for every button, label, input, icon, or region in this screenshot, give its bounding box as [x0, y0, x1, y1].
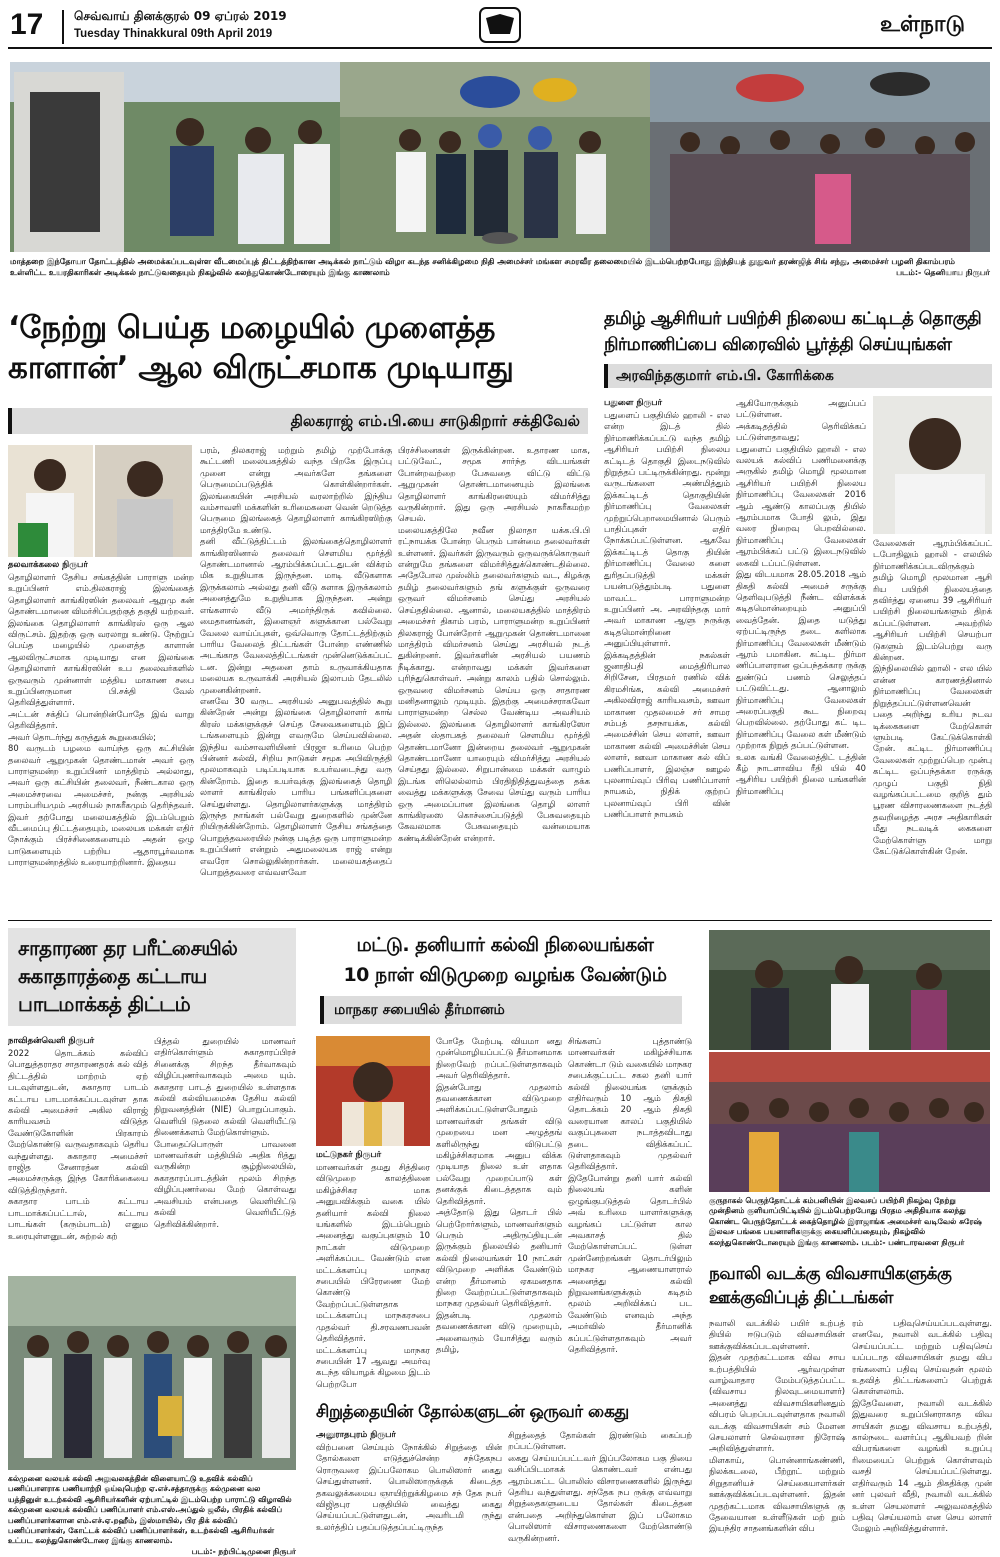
- story6-col1: நவாலி வடக்கில் பயிர் உற்பத் தியில் ஈடுபடும் விவசாயிகள் ஊக்குவிக்கப்படவுள்ளனர். இதன் முதற்கட்டமாக விவ சாய உற்பத்தியில் ஆர்வமுள்ள வாழ்வாதார மேம்படுத்தப்பட்ட (விவசாய நிலவுடமையாளர்) அனைத்து விவசாயிகளினதும் விபரம் பெறப்படவுள்ளதாக நவாலி வடக்கு விவசாயிகள் சம் மேளன செயலாளர் செல்வராசா நிரோஷ் அறிவித்துள்ளார். மிளகாய், பொன்னாங்கண்ணி, நிலக்கடலை, பீற்றூட் மற்றும் சிறுதானியச் செய்கையாளர்கள் ஊக்குவிக்கப்படவுள்ளனர். இதன் முதற்கட்டமாக விவசாயிகளுக் கு தேவையான உள்ளீடுகள் மற் றும் இயந்திர சாதனங்களின் விப: [709, 1318, 845, 1534]
- story7-credit: படம்:- நற்பிட்டிமுனை நிருபர்: [191, 1546, 296, 1556]
- story2-col2: ஆகியோருக்கும் அனுப்பப் பட்டுள்ளன. அக்கடிதத்தில் தெரிவிக்கப் பட்டுள்ளதாவது; பதுளைப் பகுதியில் ஹாலி - எல வலயக் கல்விப் பணிமனைக்கு அருகில் தமிழ் மொழி மூலமான ஆசிரியர் பயிற்சி நிலைய நிர்மாணிப்பு வேலைகள் 2016 ஆம் ஆண்டு காலப்பகு தியில் ஆரம்பமாக போதி லும், இது வரை நிறைவு பெறவில்லை. நிர்மாணிப்பு வேலைகள் ஆரம்பிக்கப் பட்டு இடைநடுவில் கைவி டப்பட்டுள்ளன. இது விடயமாக 28.05.2018 ஆம் திகதி கல்வி அமைச் சருக்கு தெளிவுபடுத்தி நீண்ட விளக்கக் கடிதமொன்றையும் அனுப்பி வைத்தேன். இதை யடுத்து ஏற்பட்டிருந்த தடை களிலாக நிர்மாணிப்பு வேலைகள் மீண்டும் ஆரம் பமாகின. கட்டிட நிர்மா ணிப்பாளரான ஒப்பந்தக்கார ருக்கு துண்டுப் பணம் செலுத்தப் பட்டுவிட்டது. ஆனாலும் நிர்மாணிப்பு வேலைகள் அரைப்பகுதி கூட நிறைவு பெறவில்லை. தற்போது கட் டிட நிர்மாணிப்பு வேலை கள் மீண்டும் முற்றாக நிறுத் தப்பட்டுள்ளன. உலக வங்கி வேலைத்திட் டத்தின் கீழ் நாடளாவிய ரீதி யில் 40 ஆசிரிய பயிற்சி நிலை யங்களின் நிர்மாணிப்பு: [736, 398, 866, 796]
- story1-subhead: திலகராஜ் எம்.பி.யை சாடுகிறார் சக்திவேல்: [290, 412, 580, 430]
- story1-byline: தலவாக்கலை நிருபர்: [8, 560, 88, 570]
- story5-caption-text: குருநாகல் பெருந்தோட்டக் கம்பனியின் இலவசப் பயிற்சி நிகழ்வு நேற்று முன்தினம் குளியாப்பிட்டியில் இடம்பெற்றபோது பிரதம அதிதியாக கலந்து கொண்ட பெருந்தோட்டக் கைத்தொழில் இராஜாங்க அமைச்சர் வடிவேல் சுரேஷ் இலவச பங்கை பயனாளிகளுக்கு கையளிப்பதையும், நிகழ்வில் கலந்துகொண்டோரையும் இங்கு காணலாம்.: [709, 1196, 982, 1247]
- story2-photo: [873, 396, 992, 534]
- story1-col1: தொழிலாளர் தேசிய சங்கத்தின் பாராளு மன்ற உறுப்பினர் எம்.திலகராஜ் இலங்கைத் தொழிலாளர் காங்கிரஸின் தலைவர் ஆறுமு கன் தொண்டமானை விமர்சிப்பதற்குத் தகுதி யற்றவர். இலங்கை தொழிலாளர் காங்கிரஸ் ஒரு ஆல விருட்சம். இதற்கு ஒரு வரலாறு உண்டு. நேற்றுப் பெய்த மழையில் முளைத்த காளான் ஆலவிருட்சமாக முடியாது என இலங்கை தொழிலாளர் காங்கிரஸின் உப தலைவர்களில் ஒருவரும் முன்னாள் மத்திய மாகாண சபை உறுப்பினருமான பி.சக்தி வேல் தெரிவித்துள்ளார். அட்டன் சக்திப் பொன்றின்போதே இவ் வாறு தெரிவித்தார். அவர் தொடர்ந்து கருத்துக் கூறுகையில்; 80 வருடம் பழமை வாய்ந்த ஒரு கட்சியின் தலைவர் ஆறுமுகன் தொண்டமான் அவர் ஒரு பாராளுமன்ற உறுப்பினர் மாத்திரம் அல்லாது, அவர் ஒரு கட்சியின் தலைவர், நீண்டகால ஒரு அமைச்சரவை அமைச்சர், நன்கு அரசியல் பாரம்பரியமும் அரசியல் நாகரீகமும் தெரிந்தவர். இவர் தற்போது மலையகத்தில் இடம்பெறும் வீடமைப்பு திட்டத்தையும், மலையக மக்கள் எதிர் நோக்கும் பிரச்சினைகளையும் அதன் ஒழு பாடுகளையும் பற்றிய ஆதாரபூர்வமாக பாராளுமன்றத்தில் உரையாற்றினார். இதைய: [8, 572, 194, 868]
- story4-col3: சிங்களப் புத்தாண்டு மாணவர்கள் மகிழ்ச்சியாக கொண்டா டும் வகையில் மாநகர சபைக்குட்பட்ட சகல தனி யார் கல்வி நிலையங்க ளுக்கும் எதிர்வரும் 10 ஆம் திகதி தொடக்கம் 20 ஆம் திகதி வரையான காலப் பகுதியில் வகுப்புகளை நடாத்தவிடாது தடை விதிக்கப்பட் டுள்ளதாகவும் முதல்வர் தெரிவித்தார். இதேபோன்று தனி யார் கல்வி நிலையங் களின் ஒழுங்குபடுத்தல் தொடர்பில் அவ் உரிமை யாளர்களுக்கு வழங்கப் பட்டுள்ள கால அவகாசத் தில் மேற்கொள்ளப்பட் டுள்ள முன்னேற்றங்கள் தொடர்பிலும் மாநகர ஆணையாளரால் அனைத்து கல்வி நிறுவனங்களுக்கும் கடிதம் மூலம் அறிவிக்கப் பட வேண்டும் எனவும் அந்த அமர்வில் தீர்மானிக் கப்பட்டுள்ளதாகவும் அவர் தெரிவித்தார்.: [568, 1036, 692, 1354]
- story2-subhead: அரவிந்தகுமார் எம்.பி. கோரிக்கை: [616, 368, 834, 384]
- story3-headline-line1: சாதாரண தர பரீட்சையில்: [18, 936, 238, 960]
- photo-crowd: [650, 62, 990, 252]
- story4-col1: மாணவர்கள் தமது சித்திரை விடுமுறை காலத்தினை மகிழ்ச்சிகர மாக அனுபவிக்கும் வகை யில் தனியார் கல்வி நிலை யங்களில் இடம்பெறும் அனைத்து வகுப்புகளும் 10 நாட்கள் விடுமுறை அளிக்கப்பட வேண்டும் என மட்டக்களப்பு மாநகர சபையில் பிரேரணை மேற் கொண்டு வேற்றப்பட்டுள்ளதாக மட்டக்களப்பு மாநகரசபை முதல்வர் தி.சரவணபவன் தெரிவித்தார். மட்டக்களப்பு மாநகர சபையின் 17 ஆவது அமர்வு கடந்த வியாழக் கிழமை இடம் பெற்றபோ: [316, 1162, 430, 1389]
- story4-photo: [316, 1036, 430, 1146]
- section-rule-middle: [8, 920, 992, 921]
- masthead-divider: [62, 10, 64, 44]
- story2-col1: பதுளைப் பகுதியில் ஹாலி - எல என்ற இடத் தில் நிர்மாணிக்கப்பட்டு வந்த தமிழ் ஆசிரியர் பயிற்சி நிலைய கட்டிடத் தொகுதி இடைநடுவில் நிறுத்தப் பட்டிருக்கின்றது. மூன்று வருடங்களை அண்மித்தும் இக்கட்டிடத் தொகுதியின் நிர்மாணிப்பு வேலைகள் முற்றுப்பெறாமையினால் பெரும் பாதிப்புகள் எதிர் நோக்கப்பட்டுள்ளன. ஆகவே இக்கட்டிடத் தொகு தியின் நிர்மாணிப்பு வேலை களை துரிதப்படுத்தி மக்கள் பயன்படுத்தும்படி பதுளை மாவட்ட பாராளுமன்ற உறுப்பினர் அ. அரவிந்தகு மார் அவர் மாகாண ஆளு நருக்கு கடிதமொன்றினை அனுப்பியுள்ளார். இக்கடிதத்தின் நகல்கள் ஜனாதிபதி மைத்திரிபால சிறிசேன, பிரதமர் ரணில் விக் கிரமசிங்க, கல்வி அமைச்சர் அகிலவிராஜ் காரியவசம், ஊவா மாகாண முதலமைச் சர் சாமர சம்பத் தசநாயக்க, கல்வி அமைச்சின் செய லாளர், ஊவா மாகாண கல்வி அமைச்சின் செய லாளர், ஊவா மாகாண கல் விப் பணிப்பாளர், இலஞ்ச ஊழல் புலனாய்வுப் பிரிவு பணிப்பாளர் நாயகம், நிதிக் குற்றப் புலனாய்வுப் பிரி வின் பணிப்பாளர் நாயகம்: [604, 410, 730, 820]
- photo-ceremony-group: [340, 62, 650, 252]
- story2-subhead-band: [604, 364, 992, 388]
- story6-headline: [709, 1262, 992, 1310]
- story1-photo-left: [8, 445, 93, 557]
- caption-line-2: உள்ளிட்ட உயரதிகாரிகள் அடிக்கல் நாட்டுவதையும் நிகழ்வில் கலந்துகொண்டோரையும் இங்கு காணலாம்: [10, 268, 390, 277]
- story2-col3: வேலைகள் ஆரம்பிக்கப்பட் டபோதிலும் ஹாலி - எலயில் நிர்மாணிக்கப்படவிருக்கும் தமிழ் மொழி மூலமான ஆசி ரிய பயிற்சி நிலையத்தை தவிர்த்து ஏனைய 39 ஆசிரியர் பயிற்சி நிலையங்களும் திறக் கப்பட்டுள்ளன. அவற்றில் ஆசிரியர் பயிற்சி செயற்பா டுகளும் இடம்பெற்று வரு கின்றன. இந்நிலையில் ஹாலி - எல யில் என்ன காரணத்தினால் நிர்மாணிப்பு வேலைகள் நிறுத்தப்பட்டுள்ளனவென் பதை அறிந்து உரிய நடவ டிக்கைகளை மேற்கொள் ளும்படி கேட்டுக்கொள்கி றேன். கட்டிட நிர்மாணிப்பு வேலைகள் முற்றுப்பெற முன்பு கட்டிட ஒப்பந்தக்கா ரருக்கு முழுப் பகுதி நிதி வழங்கப்பட்டமை குறித் தும் பூரண விசாரணைகளை நடத்தி தவறிழைத்த அரச அதிகாரிகள் மீது நடவடிக் கைகளை மேற்கொள்ளு மாறு கேட்டுக்கொள்கின் றேன்.: [873, 538, 992, 856]
- story4-subhead-band: [320, 996, 682, 1024]
- caption-line-1: மாத்தறை இந்தோயா தோட்டத்தில் அமைக்கப்படவுள்ள வீடமைப்புத் திட்டத்திற்கான அடிக்கல் நாட்டும் விழா கடந்த சனிக்கிழமை நிதி அமைச்சர் மங்கள சமரவீர தலைமையில் இடம்பெற்றபோது இந்தியத் தூதுவர் தரண்ஜித் சிங் சந்து, அமைச்சர் பழனி திகாம்பரம்: [10, 257, 955, 266]
- story3-col2: பித்தல் துறையில் மாணவர் எதிர்கொள்ளும் சுகாதாரப்பிரச் சினைக்கு சிறந்த தீர்வாகவும் விழிப்புணர்வாகவும் அமை யும். சுகாதார பாடத் துறையில் உள்ளதாக கல்வி கல்வியமைச்சு தேசிய கல்வி நிறுவனத்தின் (NIE) பொறுப்பாகும். வெளியி டுதலை கல்வி வெளியீட்டு திணைக்களம் மேற்கொள்ளும். போதைப்பொருள் பாவனை மாணவர்கள் மத்தியில் அதிக ரித்து வருகின்ற சூழ்நிலையில், சுகாதாரப்பாடத்தின் மூலம் சிறந்த விழிப்புணர்வை மேற் கொள்வது அவசியம் என்பதை வெளியிட்டு கல்வி வெளியீட்டுத் தெரிவிக்கின்றார்.: [154, 1036, 296, 1229]
- story1-headline-line1: ‘நேற்று பெய்த மழையில் முளைத்த: [8, 310, 495, 346]
- top-photo-caption: [10, 256, 990, 282]
- story1-headline-line2: காளான்’ ஆல விருட்சமாக முடியாது: [8, 350, 514, 386]
- story8-byline: அனுராதபுரம் நிருபர்: [316, 1430, 396, 1440]
- newspaper-logo: [478, 6, 522, 44]
- section-name: உள்நாடு: [880, 12, 966, 37]
- story8-col1: விற்பனை செய்யும் நோக்கில் சிறுத்தை யின் தோல்களை எடுத்துச்சென்ற சந்தேகநப ரொருவரை இப்பலோகம பொலிஸார் கைது செய்துள்ளனர். பொலிஸாருக்குக் கிடைத்த தகவலுக்கமைய ஞாயிற்றுக்கிழமை சந் தேக நபர் விஜிதபுர பகுதியில் வைத்து கைது செய்யப்பட்டுள்ளதுடன், அவரிடமி ருந்து உலர்த்திப் பதப்படுத்தப்பட்டிருந்த: [316, 1442, 502, 1532]
- story7-caption: [8, 1474, 296, 1556]
- story5-credit: படம்:- பண்டாரவளை நிருபர்: [861, 1237, 965, 1247]
- story3-headline-line2: சுகாதாரத்தை கட்டாய: [18, 964, 207, 988]
- logo-mark-icon: [478, 6, 522, 44]
- story8-col2: சிறுத்தைத் தோல்கள் இரண்டும் கைப்பற் றப்பட்டுள்ளன. கைது செய்யப்பட்டவர் இப்பலோகம பகு தியை வசிப்பிடமாகக் கொண்டவர் என்பது ஆரம்பகட்ட பொலிஸ் விசாரணைகளில் இருந்து தெரிய வந்துள்ளது. சந்தேக நப ருக்கு எவ்வாறு சிறுத்தைகளுடைய தோல்கள் கிடைத்தன என்பதை அறிந்துகொள்ள இப் பலோகம பொலிஸார் விசாரணைகளை மேற்கொண்டு வருகின்றனர்.: [508, 1430, 692, 1543]
- story3-headline-band: [8, 928, 296, 1026]
- story5-photo-audience: [709, 1052, 990, 1192]
- story2-headline: [604, 306, 994, 358]
- story1-headline: [8, 308, 590, 388]
- story3-byline: நாவிதன்வெளி நிருபர்: [8, 1036, 95, 1046]
- date-english: Tuesday Thinakkural 09th April 2019: [74, 28, 273, 40]
- top-photo-strip: [10, 62, 990, 252]
- story6-headline-line2: ஊக்குவிப்புத் திட்டங்கள்: [709, 1288, 894, 1308]
- story4-subhead: மாநகர சபையில் தீர்மானம்: [334, 1002, 505, 1018]
- story7-photo: [8, 1276, 296, 1470]
- story6-headline-line1: நவாலி வடக்கு விவசாயிகளுக்கு: [709, 1264, 952, 1284]
- story2-headline-line2: நிர்மாணிப்பை விரைவில் பூர்த்தி செய்யுங்கள்: [604, 335, 952, 355]
- story3-headline-line3: பாடமாக்கத் திட்டம்: [18, 992, 191, 1016]
- story2-byline: பதுளை நிருபர்: [604, 398, 663, 408]
- story4-headline-line1: மட்டு. தனியார் கல்வி நிலையங்கள்: [356, 934, 654, 956]
- story3-headline: [8, 928, 296, 1024]
- story5-photo-handover: [709, 930, 990, 1050]
- story3-col1: 2022 தொடக்கம் கல்விப் பொதுத்தராதர சாதாரணதரக் கல் வித் திட்டத்தில் மாற்றம் ஏற் படவுள்ளதுடன், சுகாதார பாடம் கட்டாய பாடமாக்கப்படவுள்ள தாக கல்வி அமைச்சர் அகில விராஜ் காரியவசம் விடுத்த வேண்டுகோளின் பிரகாரம் மேற்கொண்டு வருவதாகவும் தெரிய வந்துள்ளது. சுகாதார அமைச்சர் ராஜித சேனாரத்ன கல்வி அமைச்சருக்கு இந்த கோரிக்கையை விடுத்திருந்தார். சுகாதார பாடம் கட்டாய பாடமாக்கப்பட்டால், கட்டாய பாடங்கள் (கரும்பாடம்) எனும உரையுள்ளனுடன், சுற்றல் கற்: [8, 1048, 148, 1241]
- date-tamil: செவ்வாய் தினக்குரல் 09 ஏப்ரல் 2019: [74, 9, 287, 23]
- story4-col2: போதே மேற்படி வியமா னது முன்மொழியப்பட்டு தீர்மானமாக நிறைவேற் றப்பட்டுள்ளதாகவும் அவர் தெரிவித்தார். இதன்போது முதலாம் தவணைக்கான விடுமுறை அளிக்கப்பட்டுள்ளபோதும் மாணவர்கள் தங்கள் விடு முறையை மன அழுத்தங் களிலிருந்து விடுபட்டு மகிழ்ச்சிகரமாக அனுப விக்க முடியாத நிலை உள் ளதாக பல்வேறு முறைப்பாடு கள் தனக்குக் கிடைத்ததாக வும் தெரிவித்தார். அத்தோடு இது தொடர் பில் பெற்றோர்களும், மாணவர்களும் பெரும் அதிருப்தியுடன் இருக்கும் நிலையில் தனியார் கல்வி நிலையங்கள் 10 நாட்கள் விடுமுறை அளிக்க வேண்டும் என்ற தீர்மானம் ஏகமனதாக நிறை வேற்றப்பட்டுள்ளதாகவும் மாநகர முதல்வர் தெரிவித்தார். இதன்படி முதலாம் தவணைக்கான விடு முறையும், அனைவரும் யோசித்து வரும் தமிழ்,: [436, 1036, 562, 1354]
- story4-byline: மட்டுநகர் நிருபர்: [316, 1150, 382, 1160]
- masthead-rule: [8, 47, 992, 49]
- story1-col3: பிரச்சினைகள் இருக்கின்றன. உதாரண மாக, பட்டுவேட், சமூக சார்ந்த விடயங்கள் போன்றவற்றை பேசுவதை விட்டு விட்டு ஆறுமுகன் தொண்டமானையும் இலங்கை தொழிலாளர் காங்கிரஸையும் விமர்சித்து வருகின்றார். இது ஒரு அரசியல் நாகரீகமற்ற செயல். மலையகத்திலே நவீன நிலாதா யக்க.பி.பி ரட்நாயக்க போன்ற பெரும் பான்மை தலைவர்கள் உள்ளனர். இவர்கள் இருவரும் ஒருவருக்கொருவர் என்றுமே தங்களை விமர்சித்துக்கொண்டதில்லை. அதேபோல முஸ்லிம் தலைவர்களும் வட, கிழக்கு தமிழ் தலைவர்களும் தங் களுக்குள் ஒருவரை ஒருவர் விமர்சனம் செய்து அரசியல் செய்ததில்லை. ஆனால், மலையகத்தில் மாத்திரம் அமைச்சர் திகாம் பரம், பாராளுமன்ற உறுப்பினர் திலகராஜ் போன்றோர் ஆறுமுகன் தொண்டமானை மாத்திரம் விமர்சனம் செய்து அரசியல் நடத் துகின்றனர். இவர்களின் அரசியல் பயணம் நீடிக்காது. என்றாவது மக்கள் இவர்களை புரிந்துகொள்வர். அன்று காலம் பதில் சொல்லும். ஒருவரை விமர்சனம் செய்ய ஒரு சாதாரண மனிதனாலும் முடியும். இதற்கு அமைச்சராகவோ பாராளுமன்ற செல்ல வேண்டிய அவசியம் இல்லை. இலங்கை தொழிலாளர் காங்கிரஸோ அதன் ஸ்தாபகத் தலைவர் செளமிய மூர்த்தி தொண்டமானோ இன்றைய தலைவர் ஆறுமுகன் தொண்டமானோ யாரையும் விமர்சித்து அரசியல் செய்தது இல்லை. சிறுபான்மை மக்கள் வாழும் இடங்க ளிலெல்லாம் பிரதிநிதித்துவத்தை தக்க வைத்து மக்களுக்கு சேவை செய்து வரும் பாரிய ஒரு அமைப்பான இலங்கை தொழி லாளர் காங்கிரஸை கொச்சைப்படுத்தி பேசுவதையும் கேவலமாக பேசுவதையும் வன்மையாக கண்டிக்கின்றேன் என்றார்.: [398, 445, 590, 843]
- story4-headline-line2: 10 நாள் விடுமுறை வழங்க வேண்டும்: [343, 964, 667, 986]
- story7-caption-text: கல்முனை வலயக் கல்வி அலுவலகத்தின் விளையாட்டு உதவிக் கல்விப் பணிப்பாளராக பணியாற்றி ஓய்வுபெற்ற ஏ.எச்.சத்தாருக்கு கல்முனை வல யத்தினுள் உடற்கல்வி ஆசிரியர்களின் ஏற்பாட்டில் இடம்பெற்ற பாராட்டு விழாவில் கல்முனை வலயக் கல்விப் பணிப்பாளர் எம்.எஸ்.அப்துல் ஜலீல், பிரதிக் கல்விப் பணிப்பாளர்களான எம்.எச்.ஏ.றஹீம், இஸ்மாயில், பிர திக் கல்விப் பணிப்பாளர்கள், கோட்டக் கல்விப் பணிப்பாளர்கள், உடற்கல்வி ஆசிரியர்கள் உட்பட கலந்துகொண்டோரை இங்கு காணலாம்.: [8, 1474, 292, 1546]
- photo-foundation-stone: [10, 62, 340, 252]
- photo-credit: படம்:- தெனியாய நிருபர்: [896, 268, 990, 277]
- story5-caption: [709, 1196, 990, 1250]
- story2-headline-line1: தமிழ் ஆசிரியர் பயிற்சி நிலைய கட்டிடத் தொகுதி: [604, 309, 982, 329]
- page-number: 17: [10, 8, 44, 41]
- story4-headline: [320, 930, 690, 990]
- story1-col2: பரம், திலகராஜ் மற்றும் தமிழ் முற்போக்கு கூட்டணி மலையகத்தில் வந்த பிறகே இருப்பு முனை என்று அவர்களே தங்களை பெருமைப்படுத்திக் கொள்கின்றார்கள். இலங்கையின் அரசியல் வரலாற்றில் இந்திய வம்சாவளி மக்களின் உரிமைகளை வென் றெடுத்த பெருமை இலங்கைத் தொழிலாளர் காங்கிரஸிற்கு மாத்திரமே உண்டு. தனி வீட்டுத்திட்டம் இலங்கைத்தொழிலாளர் காங்கிரஸினால் தலைவர் செளமிய மூர்த்தி தொண்டமானால் ஆரம்பிக்கப்பட்டதுடன் விக்ரம் மிக உறுதியாக இருந்தன. மாடி வீடுகளாக இருக்கலாம் அல்லது தனி வீடு களாக இருக்கலாம் அனைத்துமே உறுதியாக இருந்தன. அன்று எங்களால் வீடு அமர்ந்திருக் கவில்லை. மைதானங்கள், இளைஞர் களுக்கான பல்வேறு வேலை வாய்ப்புகள், ஒவ்வொரு தோட்டத்திற்கும் பாரிய வேலைத் திட்டங்கள் போன்ற எண்ணில் அடங்காத வேலைத்திட்டங்கள் முன்னெடுக்கப்பட் டன. இன்று அதனை தாம் உருவாக்கியதாக மலையக உருவாக்கி அரசியல் இலாபம் தேடலில் முனைகின்றனர். எனவே 30 வருட அரசியல் அனுபவத்தில் கூறு கின்றேன் அன்று இலங்கை தொழிலாளர் காங் கிரஸ் மக்களுக்குச் செய்த சேவைகளையும் இப் டங்களையும் இன்று எவருமே செய்யவில்லை. இந்திய வம்சாவளியினர் பிரஜா உரிமை பெற்ற பின்னர் கல்வி, சிறிய நாடுகள் சமூக அபிவிருத்தி மூலமாகவும் படிப்படியாக உயர்வடைந்து வரு கின்றோம். இதை உயர்வுக்கு இலங்கைத் தொழி லாளர் காங்கிரஸ் பாரிய பங்களிப்புகளை செய்துள்ளது. தொழிலாளர்களுக்கு மாத்திரம் இருந்த நாங்கள் பல்வேறு துறைகளில் முன்னே றியிருக்கின்றோம். தொழிலாளர் தேசிய சங்கத்தை பொறுத்தவரையில் நன்கு படித்த ஒரு பாராளுமன்ற உறுப்பினர் என்றும் அதுமலையக ராஜ் என்று எவரோ சொல்லுகின்றார்கள். மலையகத்தைப் பொறுத்தவரை எவ்வளவோ: [200, 445, 392, 878]
- story1-photo-right: [95, 445, 192, 557]
- story8-headline: சிறுத்தையின் தோல்களுடன் ஒருவர் கைது: [316, 1402, 629, 1422]
- story6-col2: ரம் பதிவுசெய்யப்படவுள்ளது. எனவே, நவாலி வடக்கில் பதிவு செய்யப்பட்ட மற்றும் பதிவுசெய் யப்படாத விவசாயிகள் தமது விப ரங்களைப் பதிவு செய்வதன் மூலம் உதவித் திட்டங்களைப் பெற்றுக் கொள்ளலாம். இதேவேளை, நவாலி வடக்கில் இதுவரை உறுப்பினராகாத விவ சாயிகள் தமது விவசாய உற்பத்தி, கால்நடை வளர்ப்பு ஆகியவற் றின் விபரங்களை வழங்கி உறுப்பு ரிமையைப் பெற்றுக் கொள்ளவும் வசதி செய்யப்பட்டுள்ளது. எதிர்வரும் 14 ஆம் திகதிக்கு முன் னர் புலவர் வீதி, நவாலி வடக்கில் உள்ள செயலாளர் அலுவலகத்தில் பதிவு செய்யலாம் என செய லாளர் மேலும் அறிவித்துள்ளார்.: [852, 1318, 992, 1534]
- story1-subhead-band: [8, 408, 588, 434]
